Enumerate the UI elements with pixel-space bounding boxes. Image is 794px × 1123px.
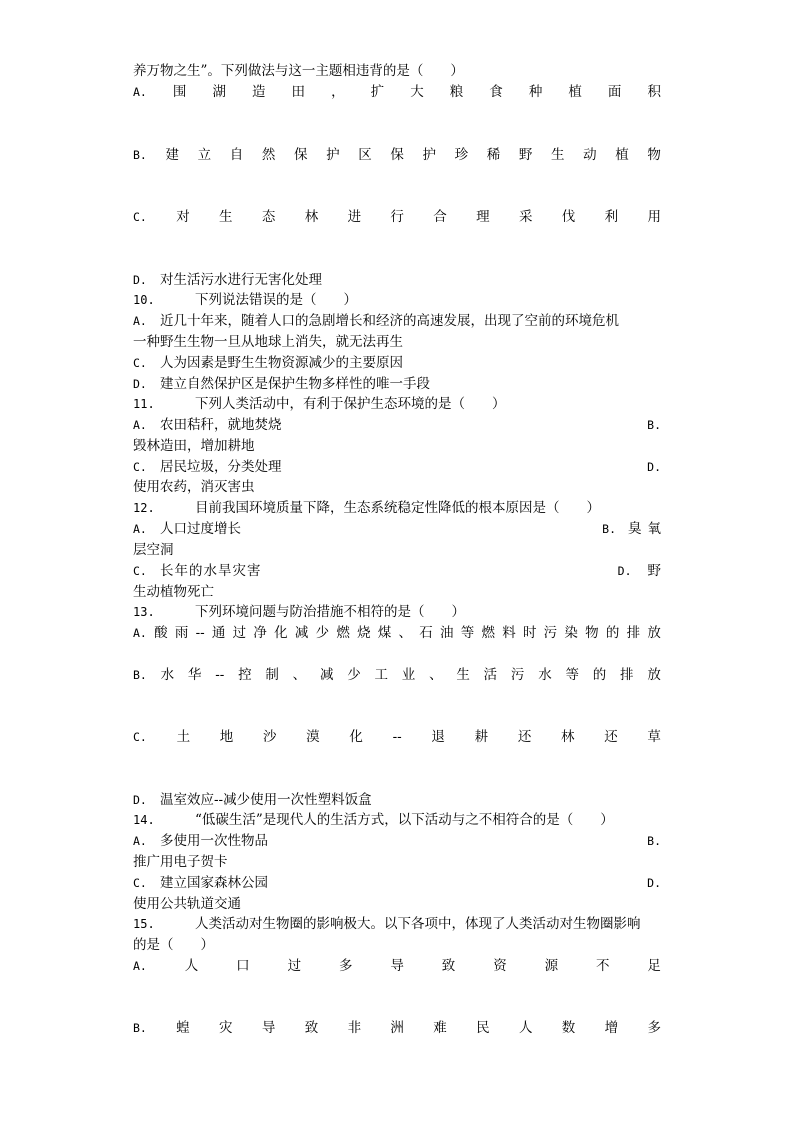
option-char: 退: [431, 729, 445, 745]
option-text: 农田秸秆，就地焚烧: [160, 417, 282, 433]
option-char: 洲: [390, 1020, 404, 1036]
option-char: 控: [238, 667, 252, 683]
option-d-start: [618, 561, 661, 581]
option-char: 保: [293, 147, 308, 163]
option-char: 放: [647, 667, 661, 683]
option-char: 增: [604, 1020, 619, 1036]
option-char: 还: [604, 729, 618, 745]
option-char: 活: [483, 667, 498, 683]
option-label: C.: [133, 210, 147, 224]
option-char: 态: [261, 209, 276, 225]
option-char: 非: [347, 1020, 362, 1036]
option-char: 植: [615, 147, 629, 163]
option-char: 保: [390, 147, 404, 163]
option-char: 不: [596, 958, 610, 974]
option-char: 护: [422, 147, 436, 163]
q13-stem: [133, 602, 661, 622]
option-char: 稀: [486, 147, 501, 163]
option-char: 工: [374, 667, 389, 683]
q14-option-b: 推广用电子贺卡: [133, 854, 228, 870]
option-char: 排: [620, 667, 634, 683]
q12-stem: [133, 498, 661, 518]
option-char: --: [195, 625, 205, 641]
option-char: 口: [236, 958, 250, 974]
q9-option-c: [133, 207, 661, 227]
option-char: 人: [184, 958, 199, 974]
option-char: 利: [604, 209, 619, 225]
q13-option-d: [133, 790, 661, 810]
option-char: 数: [561, 1020, 576, 1036]
question-text: 下列说法错误的是（ ）: [195, 292, 357, 308]
option-label: D.: [617, 564, 632, 578]
option-char: 进: [347, 209, 362, 225]
option-char: 少: [315, 625, 330, 641]
option-label: D.: [133, 377, 147, 391]
q15-stem: [133, 914, 661, 934]
option-char: 煤: [377, 625, 392, 641]
option-label: B.: [133, 1021, 147, 1035]
q13-option-c: [133, 727, 661, 747]
question-number: 13.: [133, 605, 155, 619]
question-number: 15.: [133, 917, 155, 931]
q9-option-d: [133, 270, 661, 290]
option-char: 耕: [474, 729, 489, 745]
option-char: 燃: [336, 625, 350, 641]
option-char: 多: [647, 1020, 661, 1036]
option-label: C.: [133, 730, 147, 744]
option-char: 、: [398, 625, 413, 641]
option-label: A.: [133, 418, 147, 432]
q15-stem-cont: 的是（ ）: [133, 937, 214, 953]
option-char: 足: [647, 958, 661, 974]
question-number: 10.: [133, 293, 155, 307]
option-char: 立: [197, 147, 212, 163]
q14-option-c: [133, 873, 661, 893]
option-char: 蝗: [176, 1020, 190, 1036]
option-label: A.: [133, 959, 147, 973]
option-b-label: B.: [647, 834, 661, 848]
option-label: C.: [133, 876, 147, 890]
option-char: 污: [510, 667, 525, 683]
option-text: 人为因素是野生生物资源减少的主要原因: [160, 355, 403, 371]
option-char: 、: [292, 667, 307, 683]
q10-stem: [133, 290, 661, 310]
q9-option-a: [133, 82, 661, 102]
option-char: 民: [476, 1020, 490, 1036]
q11-stem: [133, 394, 661, 414]
option-label: C.: [133, 356, 147, 370]
option-char: 华: [187, 667, 202, 683]
q13-option-a: [133, 623, 661, 643]
option-text: 近几十年来，随着人口的急剧增长和经济的高速发展，出现了空前的环境危机: [160, 313, 619, 329]
option-char: 、: [429, 667, 443, 683]
option-char: 大: [410, 84, 424, 100]
option-char: 业: [401, 667, 416, 683]
option-char: 制: [265, 667, 279, 683]
option-char: 然: [261, 147, 276, 163]
option-char: 烧: [357, 625, 371, 641]
option-char: 生: [219, 209, 233, 225]
question-number: 12.: [133, 501, 155, 515]
option-char: 等: [565, 667, 579, 683]
option-char: 珍: [454, 147, 469, 163]
option-d-label: D.: [647, 876, 661, 890]
option-label: A.: [133, 522, 147, 536]
option-char: 导: [261, 1020, 276, 1036]
q12-option-b-cont: 层空洞: [133, 542, 174, 558]
option-char: 污: [543, 625, 558, 641]
option-text: 野: [647, 563, 661, 579]
option-char: 造: [252, 84, 266, 100]
q12-option-c: [133, 561, 661, 581]
option-char: 种: [528, 84, 543, 100]
option-char: 植: [568, 84, 582, 100]
option-text: 温室效应--减少使用一次性塑料饭盒: [160, 792, 372, 808]
option-label: B.: [133, 148, 147, 162]
option-text: 建立自然保护区是保护生物多样性的唯一手段: [160, 376, 430, 392]
q11-option-d: 使用农药，消灭害虫: [133, 479, 255, 495]
q12-option-d-cont: 生动植物死亡: [133, 584, 214, 600]
option-label: A.: [133, 85, 147, 99]
option-char: 水: [160, 667, 175, 683]
option-char: 难: [433, 1020, 447, 1036]
q11-option-a: [133, 415, 661, 435]
option-label: B.: [602, 522, 616, 536]
option-char: 行: [390, 209, 404, 225]
option-d-label: D.: [647, 460, 661, 474]
option-label: C.: [133, 460, 147, 474]
question-number: 14.: [133, 813, 155, 827]
option-label: B.: [133, 668, 147, 682]
option-char: 减: [319, 667, 334, 683]
option-char: 区: [358, 147, 372, 163]
option-char: 染: [564, 625, 578, 641]
option-char: 漠: [306, 729, 320, 745]
q15-option-a: [133, 956, 661, 976]
option-char: 物: [585, 625, 599, 641]
option-text: 多使用一次性物品: [160, 833, 268, 849]
option-char: 源: [544, 958, 559, 974]
option-char: 等: [460, 625, 475, 641]
question-number: 11.: [133, 397, 155, 411]
option-char: 围: [172, 84, 187, 100]
q15-option-b: [133, 1018, 661, 1038]
question-text: 目前我国环境质量下降，生态系统稳定性降低的根本原因是（ ）: [195, 500, 600, 516]
option-char: 净: [253, 625, 267, 641]
option-char: 减: [294, 625, 309, 641]
question-text: 人类活动对生物圈的影响极大。以下各项中，体现了人类活动对生物圈影响: [195, 916, 641, 932]
q14-option-a: [133, 831, 661, 851]
option-char: 草: [647, 729, 661, 745]
option-char: 多: [338, 958, 353, 974]
option-char: 水: [538, 667, 552, 683]
question-text: 下列环境问题与防治措施不相符的是（ ）: [195, 604, 465, 620]
option-char: 资: [493, 958, 507, 974]
option-label: C.: [133, 564, 147, 578]
option-char: 燃: [481, 625, 495, 641]
option-char: 酸: [154, 625, 168, 641]
option-char: 生: [456, 667, 470, 683]
option-char: 动: [583, 147, 597, 163]
option-text: 对生活污水进行无害化处理: [160, 272, 322, 288]
option-b-start: [602, 519, 667, 539]
option-char: --: [392, 729, 402, 745]
option-char: 林: [561, 729, 575, 745]
q10-option-b: 一种野生生物一旦从地球上消失，就无法再生: [133, 334, 403, 350]
option-char: 建: [165, 147, 179, 163]
option-label: D.: [133, 793, 147, 807]
option-char: 少: [347, 667, 361, 683]
option-char: 物: [647, 147, 661, 163]
q10-option-d: [133, 374, 661, 394]
option-label: A.: [133, 314, 147, 328]
option-char: 通: [211, 625, 226, 641]
option-char: 雨: [174, 625, 189, 641]
option-char: 化: [349, 729, 363, 745]
question-intro: 养万物之生”。下列做法与这一主题相违背的是（ ）: [133, 63, 464, 79]
option-char: 生: [550, 147, 565, 163]
option-char: 采: [518, 209, 533, 225]
option-label: A.: [133, 626, 147, 640]
question-text: “低碳生活”是现代人的生活方式，以下活动与之不相符合的是（ ）: [195, 812, 614, 828]
option-char: 土: [176, 729, 191, 745]
option-char: 的: [605, 625, 620, 641]
option-char: 过: [287, 958, 302, 974]
q13-option-b: [133, 665, 661, 685]
option-char: 理: [476, 209, 490, 225]
option-char: 还: [517, 729, 532, 745]
option-char: 石: [419, 625, 433, 641]
option-char: 合: [433, 209, 447, 225]
option-char: 灾: [219, 1020, 233, 1036]
question-text: 下列人类活动中，有利于保护生态环境的是（ ）: [195, 396, 506, 412]
option-label: D.: [133, 273, 147, 287]
option-char: 料: [502, 625, 516, 641]
q10-option-a: [133, 311, 661, 331]
option-char: 自: [229, 147, 244, 163]
option-char: 导: [390, 958, 404, 974]
option-char: 排: [626, 625, 641, 641]
option-b-label: B.: [647, 418, 661, 432]
option-char: 致: [304, 1020, 319, 1036]
option-char: 护: [326, 147, 340, 163]
option-char: 湖: [212, 84, 226, 100]
option-char: 用: [647, 209, 661, 225]
option-char: 化: [274, 625, 288, 641]
option-char: 地: [219, 729, 234, 745]
option-char: 过: [232, 625, 247, 641]
q10-option-c: [133, 353, 661, 373]
option-text: 建立国家森林公园: [160, 875, 268, 891]
option-char: 放: [647, 625, 661, 641]
option-text: 居民垃圾，分类处理: [160, 459, 282, 475]
option-char: ，: [331, 84, 345, 100]
option-char: --: [215, 667, 225, 683]
q11-option-b: 毁林造田，增加耕地: [133, 438, 255, 454]
option-char: 时: [522, 625, 537, 641]
q14-stem: [133, 810, 661, 830]
option-char: 对: [176, 209, 190, 225]
q11-option-c: [133, 457, 661, 477]
option-char: 伐: [561, 209, 576, 225]
option-char: 致: [441, 958, 456, 974]
option-text: 臭氧: [628, 521, 667, 537]
option-char: 扩: [370, 84, 385, 100]
option-char: 林: [304, 209, 319, 225]
q14-option-d: 使用公共轨道交通: [133, 896, 241, 912]
option-char: 食: [489, 84, 503, 100]
option-char: 人: [518, 1020, 533, 1036]
option-char: 面: [607, 84, 622, 100]
option-char: 的: [592, 667, 607, 683]
option-text: 人口过度增长: [160, 521, 241, 537]
q9-option-b: [133, 145, 661, 165]
option-char: 野: [518, 147, 533, 163]
option-char: 沙: [262, 729, 277, 745]
option-char: 粮: [449, 84, 464, 100]
q12-option-a: [133, 519, 667, 539]
option-label: A.: [133, 834, 147, 848]
option-char: 油: [440, 625, 454, 641]
option-text: 长年的水旱灾害: [160, 563, 262, 579]
option-char: 田: [291, 84, 306, 100]
option-char: 积: [647, 84, 661, 100]
